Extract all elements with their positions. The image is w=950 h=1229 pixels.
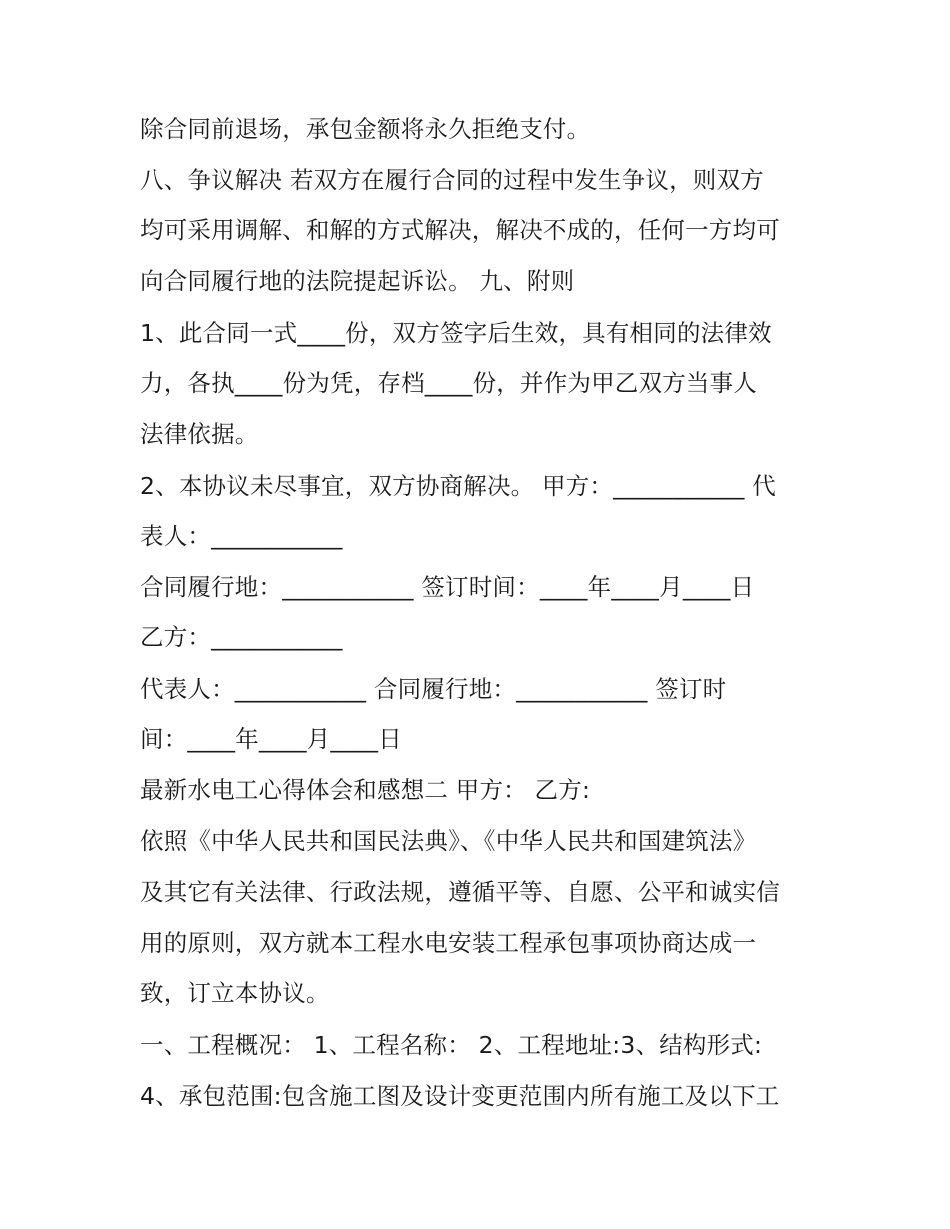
text-line: 最新水电工心得体会和感想二 甲方： 乙方: — [140, 776, 591, 804]
text-line: 除合同前退场，承包金额将永久拒绝支付。 — [140, 115, 591, 143]
text-line: 1、此合同一式____份，双方签字后生效，具有相同的法律效 — [140, 319, 772, 347]
text-line: 表人：___________ — [140, 522, 343, 550]
text-line: 及其它有关法律、行政法规，遵循平等、自愿、公平和诚实信 — [140, 878, 780, 906]
text-line: 用的原则，双方就本工程水电安装工程承包事项协商达成一 — [140, 929, 757, 957]
text-line: 八、争议解决 若双方在履行合同的过程中发生争议，则双方 — [140, 166, 764, 194]
text-line: 法律依据。 — [140, 420, 259, 448]
text-line: 力，各执____份为凭，存档____份，并作为甲乙双方当事人 — [140, 369, 757, 397]
text-line: 向合同履行地的法院提起诉讼。 九、附则 — [140, 267, 575, 295]
text-line: 一、工程概况： 1、工程名称： 2、工程地址:3、结构形式: — [140, 1031, 763, 1059]
text-line: 合同履行地：___________ 签订时间：____年____月____日 — [140, 573, 755, 601]
text-line: 依照《中华人民共和国民法典》、《中华人民共和国建筑法》 — [140, 827, 757, 855]
text-line: 2、本协议未尽事宜，双方协商解决。 甲方：___________ 代 — [140, 472, 776, 500]
text-line: 乙方：___________ — [140, 623, 343, 651]
text-line: 代表人：___________ 合同履行地：___________ 签订时 — [140, 675, 727, 703]
text-line: 4、承包范围:包含施工图及设计变更范围内所有施工及以下工 — [140, 1082, 780, 1110]
text-line: 间：____年____月____日 — [140, 725, 402, 753]
text-line: 均可采用调解、和解的方式解决，解决不成的，任何一方均可 — [140, 216, 780, 244]
text-line: 致，订立本协议。 — [140, 979, 330, 1007]
